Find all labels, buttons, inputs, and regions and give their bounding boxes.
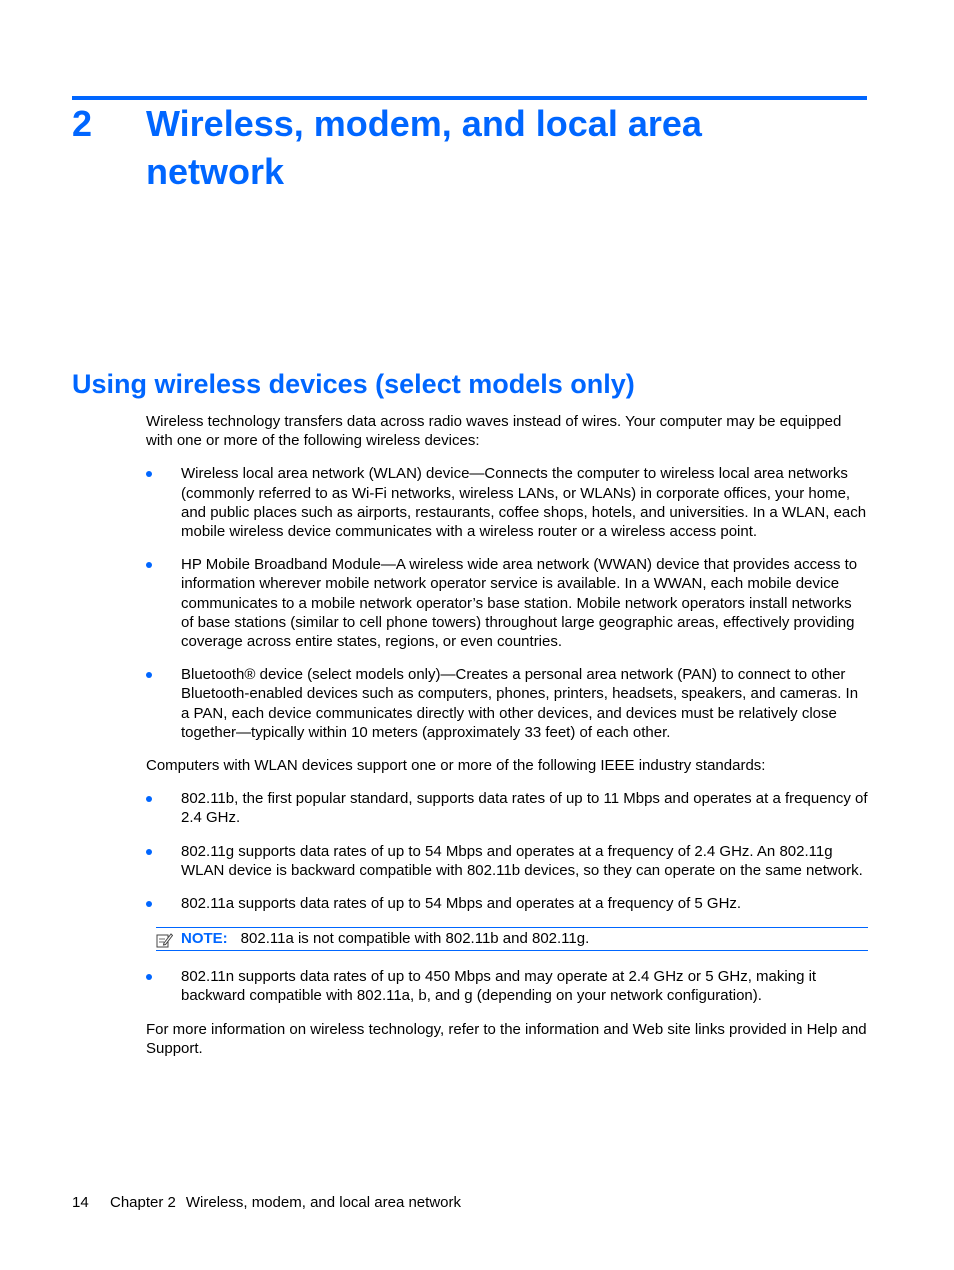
- list-item-text: 802.11b, the first popular standard, supports data rates of up to 11 Mbps and operates at a frequency of 2.4 GHz.: [181, 790, 868, 827]
- list-item: [146, 665, 868, 742]
- bullet-icon: [146, 471, 152, 477]
- bullet-icon: [146, 796, 152, 802]
- list-item: [146, 967, 868, 1005]
- standards-list-continued: [146, 967, 868, 1005]
- standards-intro-paragraph: Computers with WLAN devices support one or more of the following IEEE industry standards:: [146, 757, 766, 775]
- bullet-icon: [146, 974, 152, 980]
- section-heading: Using wireless devices (select models only): [72, 369, 635, 399]
- list-item: [146, 842, 868, 880]
- footer-chapter-label: Chapter 2: [110, 1194, 176, 1211]
- list-item-text: HP Mobile Broadband Module—A wireless wide area network (WWAN) device that provides access to information wherever mobile network operator service is available. In a WWAN, each mobile device communicates to a mobile network operator’s base station. Mobile network operators install networks of base stations (similar to cell phone towers) throughout large geographic areas, effectively providing coverage across entire states, regions, or even countries.: [181, 556, 858, 651]
- list-item-text: 802.11n supports data rates of up to 450 Mbps and may operate at 2.4 GHz or 5 GHz, making it backward compatible with 802.11a, b, and g (depending on your network configuration).: [181, 968, 817, 1005]
- page-number: 14: [72, 1194, 89, 1211]
- list-item-text: Bluetooth® device (select models only)—Creates a personal area network (PAN) to connect to other Bluetooth-enabled devices such as computers, phones, printers, headsets, speakers, and cameras. In a PAN, each device communicates directly with other devices, and devices must be relatively close together—typically within 10 meters (approximately 33 feet) of each other.: [181, 666, 859, 741]
- list-item: [146, 789, 868, 827]
- page-footer: [72, 1193, 461, 1212]
- note-text: 802.11a is not compatible with 802.11b and 802.11g.: [240, 930, 590, 948]
- list-item: [146, 555, 868, 651]
- bullet-icon: [146, 562, 152, 568]
- bullet-icon: [146, 901, 152, 907]
- bullet-icon: [146, 849, 152, 855]
- chapter-title: Wireless, modem, and local area network: [146, 103, 702, 192]
- section-body: [146, 412, 868, 1058]
- device-list: [146, 464, 868, 742]
- note-pencil-icon: [156, 932, 173, 948]
- standards-list: [146, 789, 868, 913]
- note-box: [156, 927, 868, 951]
- note-label: NOTE:: [181, 930, 228, 948]
- list-item: [146, 894, 868, 913]
- list-item: [146, 464, 868, 541]
- bullet-icon: [146, 672, 152, 678]
- closing-paragraph: For more information on wireless technology, refer to the information and Web site links provided in Help and Support.: [146, 1020, 867, 1057]
- list-item-text: 802.11g supports data rates of up to 54 Mbps and operates at a frequency of 2.4 GHz. An 802.11g WLAN device is backward compatible with 802.11b devices, so they can operate on the same network.: [181, 842, 863, 879]
- chapter-number: 2: [72, 103, 93, 144]
- list-item-text: Wireless local area network (WLAN) device—Connects the computer to wireless local area networks (commonly referred to as Wi-Fi networks, wireless LANs, or WLANs) in corporate offices, your home, and public places such as airports, restaurants, coffee shops, hotels, and universities. In a WLAN, each mobile wireless device communicates with a wireless router or a wireless access point.: [181, 465, 867, 541]
- list-item-text: 802.11a supports data rates of up to 54 Mbps and operates at a frequency of 5 GHz.: [181, 895, 742, 913]
- intro-paragraph: Wireless technology transfers data across radio waves instead of wires. Your computer may be equipped with one or more of the following wireless devices:: [146, 413, 842, 450]
- footer-chapter-title: Wireless, modem, and local area network: [185, 1194, 461, 1211]
